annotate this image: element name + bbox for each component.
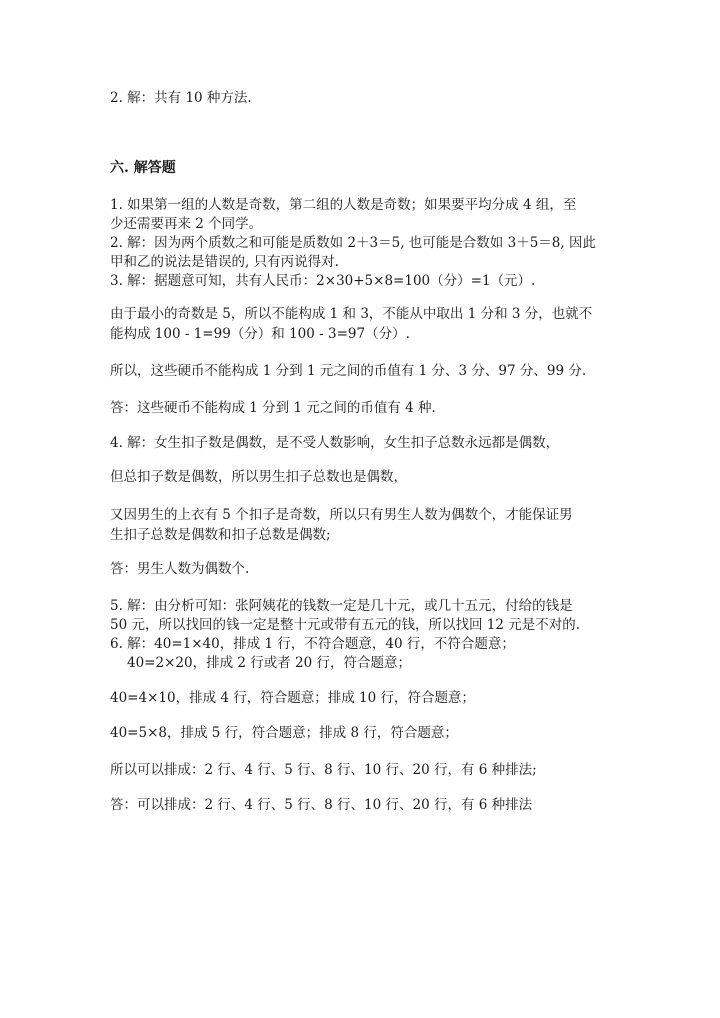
answer-3-line-1: 3. 解：据题意可知，共有人民币：2×30+5×8=100（分）=1（元）. [110, 273, 536, 289]
answer-1-line-1: 1. 如果第一组的人数是奇数，第二组的人数是奇数；如果要平均分成 4 组，至 [110, 197, 577, 213]
answer-2-line-1: 2. 解：因为两个质数之和可能是质数如 2＋3＝5, 也可能是合数如 3＋5＝8, 因此 [110, 235, 596, 251]
answer-3-paragraph-2-line-2: 能构成 100 - 1=99（分）和 100 - 3=97（分）. [110, 326, 410, 342]
answer-5-line-2: 50 元，所以找回的钱一定是整十元或带有五元的钱，所以找回 12 元是不对的. [110, 617, 581, 633]
answer-6-line-1: 6. 解：40=1×40，排成 1 行，不符合题意，40 行，不符合题意； [110, 636, 515, 652]
answer-1-line-2: 少还需要再来 2 个同学。 [110, 216, 263, 232]
answer-6-line-4: 40=5×8，排成 5 行，符合题意；排成 8 行，符合题意； [110, 725, 458, 741]
answer-5-line-1: 5. 解：由分析可知：张阿姨花的钱数一定是几十元，或几十五元，付给的钱是 [110, 598, 573, 614]
previous-answer-line: 2. 解：共有 10 种方法. [110, 90, 252, 106]
answer-4-line-1: 4. 解：女生扣子数是偶数，是不受人数影响，女生扣子总数永远都是偶数， [110, 435, 560, 451]
answer-4-final: 答：男生人数为偶数个. [110, 561, 250, 577]
answer-6-line-2: 40=2×20，排成 2 行或者 20 行，符合题意； [127, 655, 412, 671]
answer-2-line-2: 甲和乙的说法是错误的, 只有丙说得对. [110, 254, 339, 270]
answer-6-final: 答：可以排成：2 行、4 行、5 行、8 行、10 行、20 行，有 6 种排法 [110, 797, 533, 813]
answer-4-line-2: 但总扣子数是偶数，所以男生扣子总数也是偶数， [110, 469, 407, 485]
answer-3-paragraph-2-line-1: 由于最小的奇数是 5，所以不能构成 1 和 3，不能从中取出 1 分和 3 分，也就不 [110, 306, 593, 322]
answer-3-conclusion: 所以，这些硬币不能构成 1 分到 1 元之间的币值有 1 分、3 分、97 分、99 分. [110, 363, 587, 379]
answer-4-line-3: 又因男生的上衣有 5 个扣子是奇数，所以只有男生人数为偶数个，才能保证男 [110, 507, 573, 523]
section-heading: 六. 解答题 [110, 160, 176, 176]
answer-4-line-4: 生扣子总数是偶数和扣子总数是偶数; [110, 527, 331, 543]
answer-6-line-3: 40=4×10，排成 4 行，符合题意；排成 10 行，符合题意； [110, 690, 476, 706]
answer-6-line-5: 所以可以排成：2 行、4 行、5 行、8 行、10 行、20 行，有 6 种排法; [110, 762, 537, 778]
answer-3-final: 答：这些硬币不能构成 1 分到 1 元之间的币值有 4 种. [110, 400, 436, 416]
